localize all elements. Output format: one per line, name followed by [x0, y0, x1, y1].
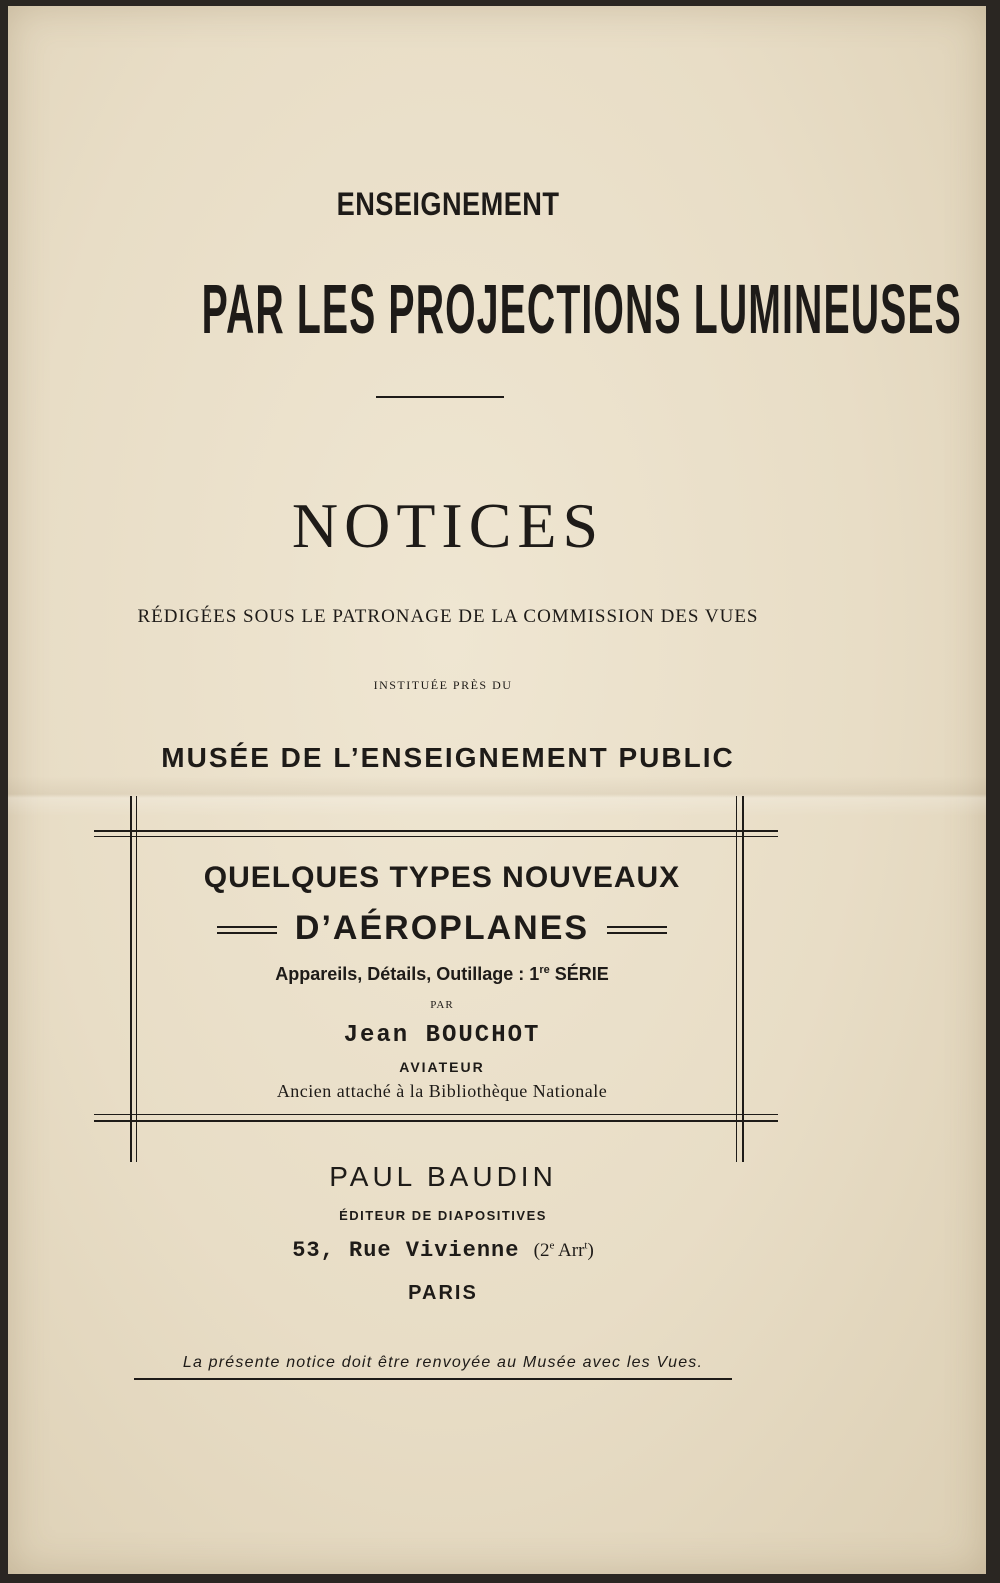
paper-fold [8, 776, 986, 816]
return-note: La présente notice doit être renvoyée au Musée avec les Vues. [182, 1354, 704, 1371]
note-underline [134, 1378, 732, 1380]
box-line3: Appareils, Détails, Outillage : 1re SÉRIE [275, 964, 609, 984]
frame-top-outer [94, 830, 778, 832]
frame-top-inner [94, 836, 778, 837]
author-former-role: Ancien attaché à la Bibliothèque Nationale [276, 1081, 608, 1101]
left-double-rule [217, 926, 277, 934]
document-page [8, 6, 986, 1574]
notices-title: NOTICES [291, 490, 605, 561]
publisher-city: PARIS [408, 1282, 478, 1304]
box-par: PAR [430, 999, 454, 1011]
instituted-text: INSTITUÉE PRÈS DU [373, 678, 513, 692]
publisher-role: ÉDITEUR DE DIAPOSITIVES [339, 1208, 547, 1223]
publisher-name: PAUL BAUDIN [329, 1161, 557, 1192]
notices-subtitle: RÉDIGÉES SOUS LE PATRONAGE DE LA COMMISSION DES VUES [137, 606, 759, 627]
publisher-address: 53, Rue Vivienne (2e Arr$^t$) [292, 1238, 594, 1263]
divider-rule [376, 396, 504, 398]
box-line2: D’AÉROPLANES [132, 909, 752, 948]
header-title: PAR LES PROJECTIONS LUMINEUSES [201, 270, 962, 348]
box-line1: QUELQUES TYPES NOUVEAUX [203, 861, 681, 894]
frame-bottom-inner [94, 1114, 778, 1115]
museum-name: MUSÉE DE L’ENSEIGNEMENT PUBLIC [161, 742, 735, 773]
header-line1: ENSEIGNEMENT [336, 186, 560, 222]
frame-bottom-outer [94, 1120, 778, 1122]
author-name: Jean BOUCHOT [343, 1022, 541, 1049]
author-role: AVIATEUR [399, 1059, 485, 1075]
right-double-rule [607, 926, 667, 934]
